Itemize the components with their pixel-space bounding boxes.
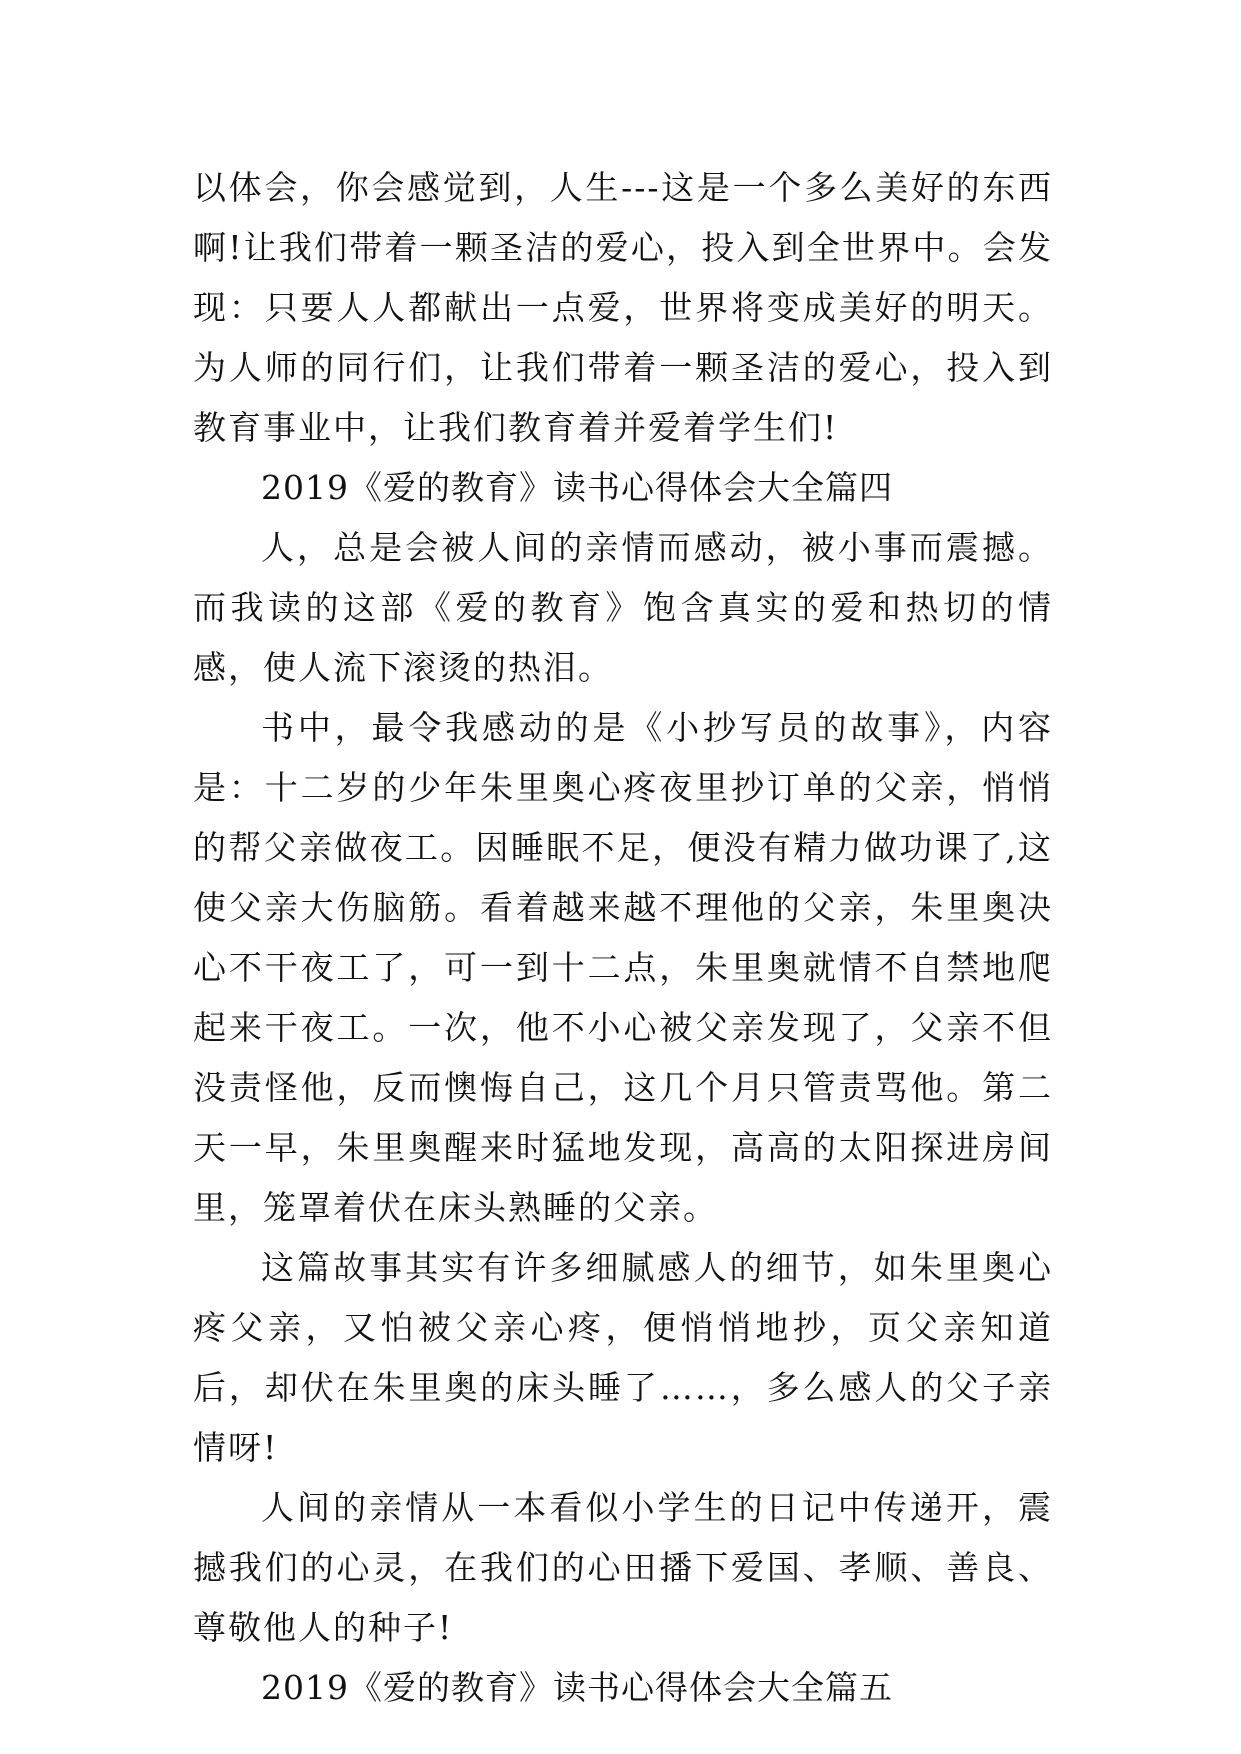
paragraph: 人间的亲情从一本看似小学生的日记中传递开，震撼我们的心灵，在我们的心田播下爱国、孝顺、善良、尊敬他人的种子! <box>193 1488 1053 1647</box>
paragraph-continuation: 以体会，你会感觉到，人生---这是一个多么美好的东西啊!让我们带着一颗圣洁的爱心，投入到全世界中。会发现：只要人人都献出一点爱，世界将变成美好的明天。为人师的同行们，让我们带着一颗圣洁的爱心，投入到教育事业中，让我们教育着并爱着学生们! <box>193 168 1053 447</box>
document-page <box>193 158 1053 1718</box>
paragraph: 人，总是会被人间的亲情而感动，被小事而震撼。而我读的这部《爱的教育》饱含真实的爱和热切的情感，使人流下滚烫的热泪。 <box>193 528 1053 687</box>
paragraph: 这篇故事其实有许多细腻感人的细节，如朱里奥心疼父亲，又怕被父亲心疼，便悄悄地抄，页父亲知道后，却伏在朱里奥的床头睡了……，多么感人的父子亲情呀! <box>193 1248 1053 1467</box>
paragraph: 书中，最令我感动的是《小抄写员的故事》，内容是：十二岁的少年朱里奥心疼夜里抄订单的父亲，悄悄的帮父亲做夜工。因睡眠不足，便没有精力做功课了,这使父亲大伤脑筋。看着越来越不理他的父亲，朱里奥决心不干夜工了，可一到十二点，朱里奥就情不自禁地爬起来干夜工。一次，他不小心被父亲发现了，父亲不但没责怪他，反而懊悔自己，这几个月只管责骂他。第二天一早，朱里奥醒来时猛地发现，高高的太阳探进房间里，笼罩着伏在床头熟睡的父亲。 <box>193 708 1053 1227</box>
section-heading-part-5: 2019《爱的教育》读书心得体会大全篇五 <box>261 1668 893 1707</box>
section-heading-part-4: 2019《爱的教育》读书心得体会大全篇四 <box>261 468 893 507</box>
